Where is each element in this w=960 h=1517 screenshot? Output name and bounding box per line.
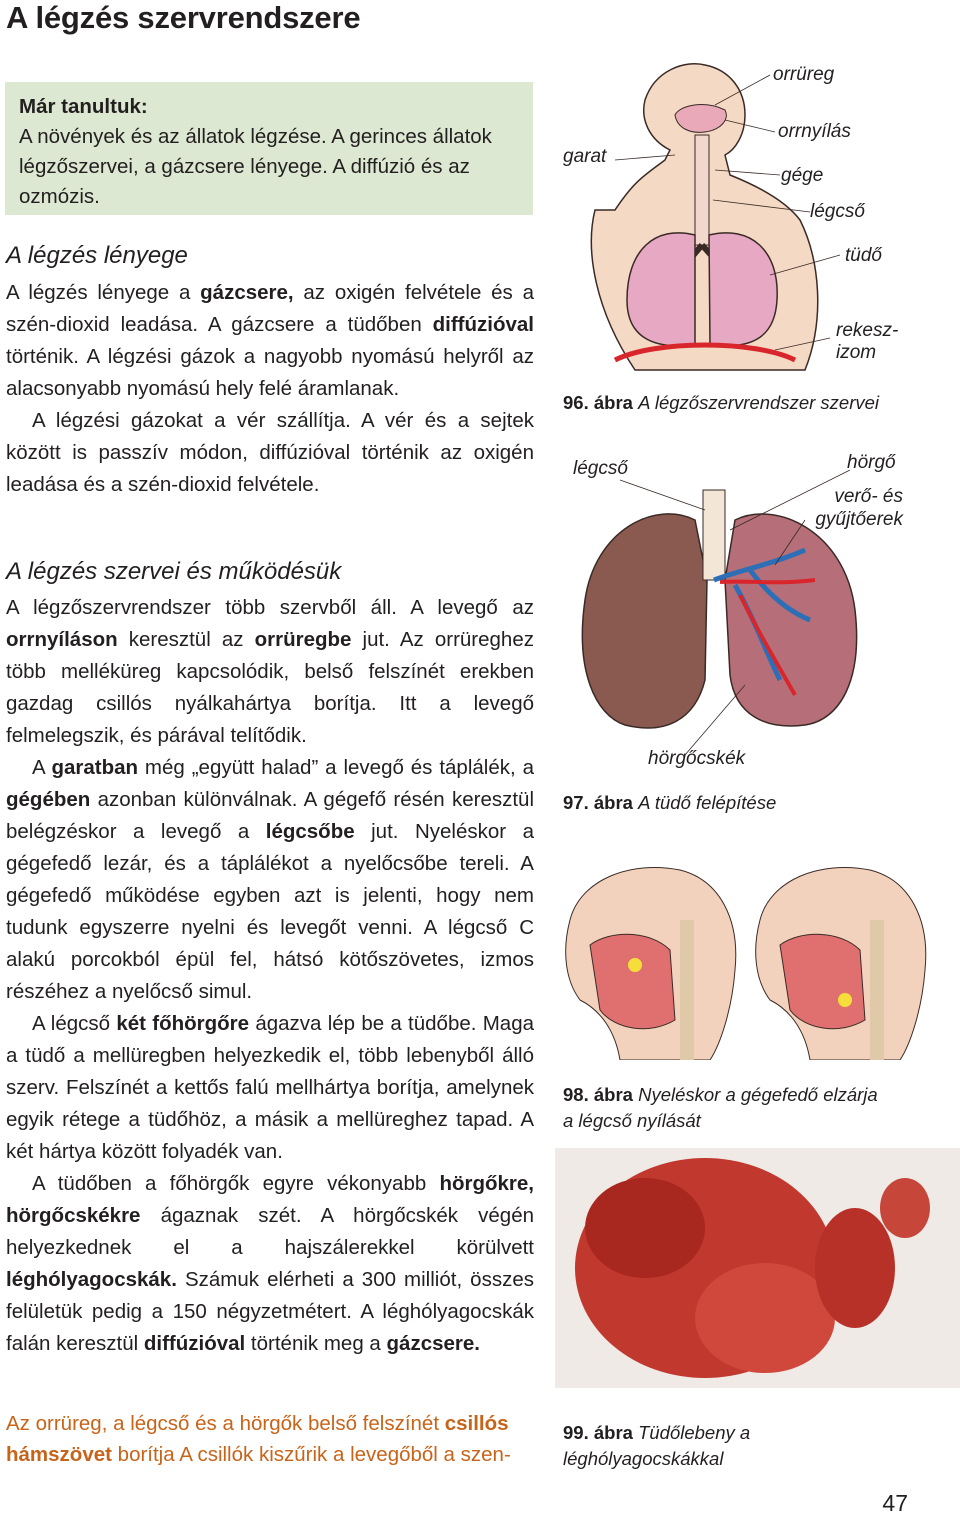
head-cross-section-right — [756, 867, 926, 1060]
paragraph — [6, 752, 534, 1008]
section-essence-body — [6, 277, 534, 501]
figure-caption-text: Tüdőlebeny a léghólyagocskákkal — [563, 1422, 751, 1469]
text: ágaznak szét. A hörgőcskék végén helyezkednek el a hajszálerekkel körülvett — [6, 1204, 534, 1259]
figure-caption-99 — [563, 1420, 793, 1472]
figure-caption-96 — [563, 390, 879, 416]
text: keresztül az — [117, 628, 255, 651]
bold-term: csillós hámszövet — [6, 1412, 509, 1466]
text: A légzőszervrendszer több szervből áll. A levegő az — [6, 596, 534, 619]
label-horgo: hörgő — [847, 452, 896, 473]
label-orrureg: orrüreg — [773, 64, 835, 85]
label-tudo: tüdő — [845, 245, 882, 266]
bold-term: diffúzióval — [432, 313, 534, 336]
bold-term: diffúzióval — [143, 1332, 246, 1355]
text: az oxigén felvétele és a szén-dioxid leadása. A gázcsere a tüdőben — [6, 281, 534, 336]
bold-term: orrüregbe — [254, 628, 352, 651]
section-heading-organs: A légzés szervei és működésük — [6, 558, 342, 585]
text: jut. Nyeléskor a gégefedő lezár, és a táplálékot a nyelőcsőbe tereli. A gégefedő működése egyben azt is jelenti, hogy nem tudunk egyszerre nyelni és levegőt venni. A légcső C alakú porcokból épül fel, hátsó kötőszövetes, izmos részéhez a nyelőcső simul. — [6, 820, 535, 1003]
figure-caption-text: A tüdő felépítése — [638, 792, 777, 813]
page-title: A légzés szervrendszere — [6, 0, 361, 35]
footnote — [6, 1408, 541, 1470]
bold-term: orrnyíláson — [6, 628, 118, 651]
bold-term: két főhörgőre — [116, 1012, 250, 1035]
label-horgocskek: hörgőcskék — [648, 748, 746, 769]
text: jut. Az orrüreghez több melléküreg kapcsolódik, belső felszínét erekben gazdag csillós nyálkahártya borítja. Itt a levegő felmelegszik, és párával telítődik. — [6, 628, 534, 747]
recap-box — [5, 82, 533, 215]
text: még „együtt halad” a levegő és táplálék, a — [138, 756, 534, 779]
paragraph: A légzési gázokat a vér szállítja. A vér és a sejtek között is passzív módon, diffúzióval történik az oxigén leadása és a szén-dioxid felvétele. — [6, 409, 534, 496]
text: történik. A légzési gázok a nagyobb nyomású helyről az alacsonyabb nyomású hely felé áramlanak. — [6, 345, 534, 400]
label-legcso: légcső — [810, 201, 865, 222]
label-rekeszizom: rekesz-izom — [836, 320, 899, 363]
paragraph — [6, 277, 534, 405]
figure-caption-text: A légzőszervrendszer szervei — [638, 392, 880, 413]
text: ágazva lép be a tüdőbe. Maga a tüdő a mellüregben helyezkedik el, több lebenyből álló szerv. Felszínét a kettős falú mellhártya borítja, amelynek egyik rétege a tüdőhöz, a másik a mellüreghez tapad. A két hártya között folyadék van. — [6, 1012, 534, 1163]
text: történik meg a — [245, 1332, 387, 1355]
lung-lobule-photo — [555, 1148, 960, 1388]
figure-number: 98. ábra — [563, 1084, 633, 1105]
bold-term: gázcsere, — [200, 281, 294, 304]
bold-term: hörgőkre, hörgőcskékre — [6, 1172, 534, 1227]
text: borítja A csillók kiszűrik a levegőből a szen- — [111, 1443, 511, 1466]
bold-term: légcsőbe — [265, 820, 355, 843]
paragraph — [6, 592, 534, 752]
recap-title: Már tanultuk: — [19, 95, 148, 118]
bold-term: léghólyagocskák. — [6, 1268, 177, 1291]
bold-term: garatban — [51, 756, 139, 779]
head-cross-section-left — [566, 867, 736, 1060]
label-orrnyilas: orrnyílás — [778, 121, 851, 142]
figure-number: 99. ábra — [563, 1422, 633, 1443]
text: Az orrüreg, a légcső és a hörgők belső felszínét — [6, 1412, 445, 1435]
bold-term: gégében — [6, 788, 91, 811]
figure-caption-97 — [563, 790, 776, 816]
text: A — [32, 756, 52, 779]
swallowing-illustration — [560, 860, 950, 1060]
label-verok-gyujtoerek: verő- és gyűjtőerek — [815, 486, 903, 530]
recap-text: A növények és az állatok légzése. A gerinces állatok légzőszervei, a gázcsere lényege. A diffúzió és az ozmózis. — [19, 125, 492, 208]
text: azonban különválnak. A gégefő résén keresztül belégzéskor a levegő a — [6, 788, 534, 843]
text: Számuk elérheti a 300 milliót, összes felületük pedig a 150 négyzetmétert. A léghólyagocskák falán keresztül — [6, 1268, 534, 1355]
paragraph — [6, 1168, 534, 1360]
bold-term: gázcsere. — [386, 1332, 480, 1355]
figure-number: 96. ábra — [563, 392, 633, 413]
label-garat: garat — [563, 146, 607, 167]
label-gege: gége — [781, 165, 824, 186]
figure-caption-text: Nyeléskor a gégefedő elzárja a légcső nyílását — [563, 1084, 878, 1131]
figure-number: 97. ábra — [563, 792, 633, 813]
text: A légcső — [32, 1012, 117, 1035]
text: A tüdőben a főhörgők egyre vékonyabb — [32, 1172, 440, 1195]
page-number: 47 — [882, 1490, 908, 1516]
figure-caption-98 — [563, 1082, 893, 1134]
text: A légzés lényege a — [6, 281, 201, 304]
section-heading-essence: A légzés lényege — [6, 242, 188, 269]
paragraph — [6, 1008, 534, 1168]
label-legcso-2: légcső — [573, 458, 628, 479]
section-organs-body — [6, 592, 534, 1360]
